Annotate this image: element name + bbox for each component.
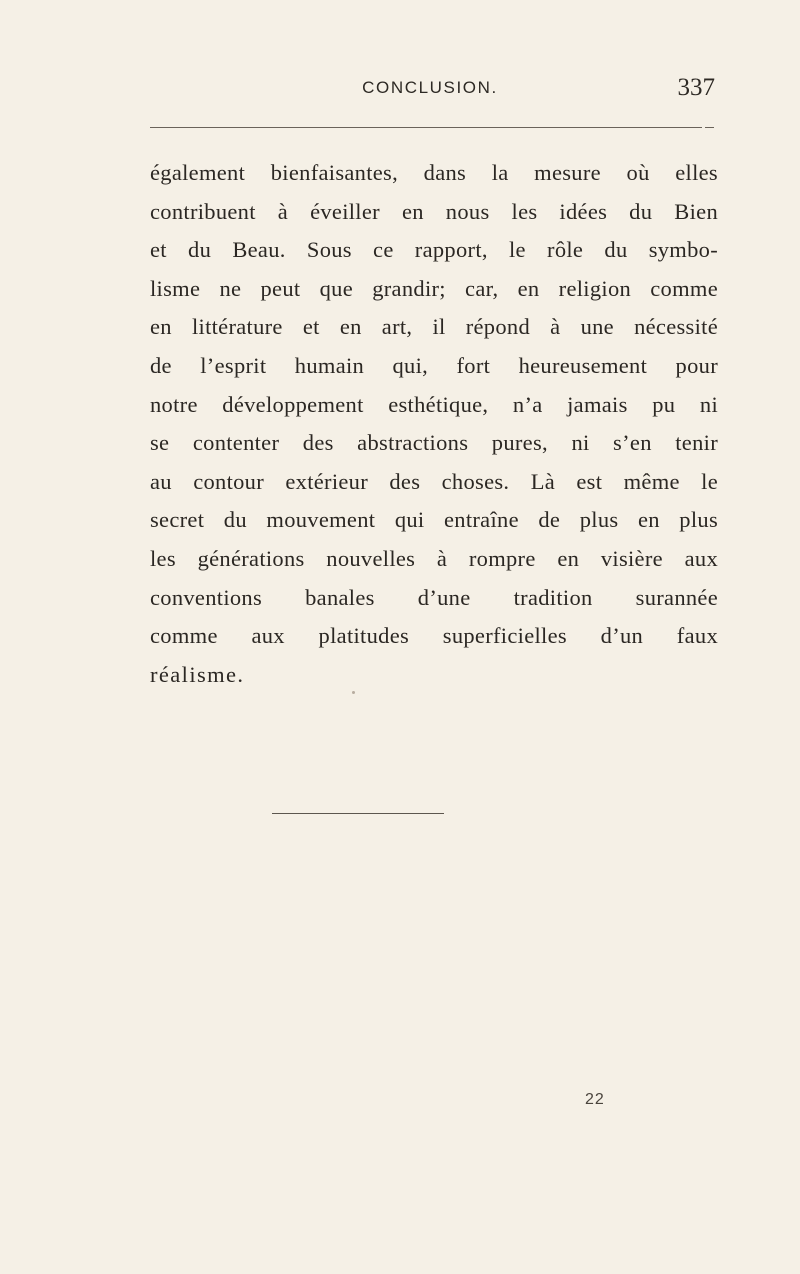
text-line: en littérature et en art, il répond à une nécessité [150,314,718,340]
header-rule-tick [705,127,714,128]
paper-speck [352,691,355,694]
text-line: contribuent à éveiller en nous les idées du Bien [150,198,718,224]
signature-mark: 22 [585,1091,605,1108]
running-title: CONCLUSION. [362,78,498,97]
text-line: conventions banales d’une tradition surannée [150,584,718,610]
body-paragraph [150,154,718,694]
text-line: secret du mouvement qui entraîne de plus en plus [150,507,718,533]
text-line: également bienfaisantes, dans la mesure où elles [150,160,718,185]
text-line: de l’esprit humain qui, fort heureusement pour [150,352,718,378]
running-head [145,76,715,106]
text-line: les générations nouvelles à rompre en visière aux [150,545,718,571]
text-line: et du Beau. Sous ce rapport, le rôle du symbo- [150,237,718,263]
end-rule [272,813,444,814]
header-rule [150,127,702,128]
text-line: au contour extérieur des choses. Là est même le [150,468,718,494]
page-number: 337 [677,74,715,101]
text-line-last: réalisme. [150,661,245,687]
text-line: notre développement esthétique, n’a jamais pu ni [150,391,718,417]
text-line: comme aux platitudes superficielles d’un faux [150,623,718,649]
text-line: lisme ne peut que grandir; car, en religion comme [150,275,718,301]
text-line: se contenter des abstractions pures, ni s’en tenir [150,430,718,456]
